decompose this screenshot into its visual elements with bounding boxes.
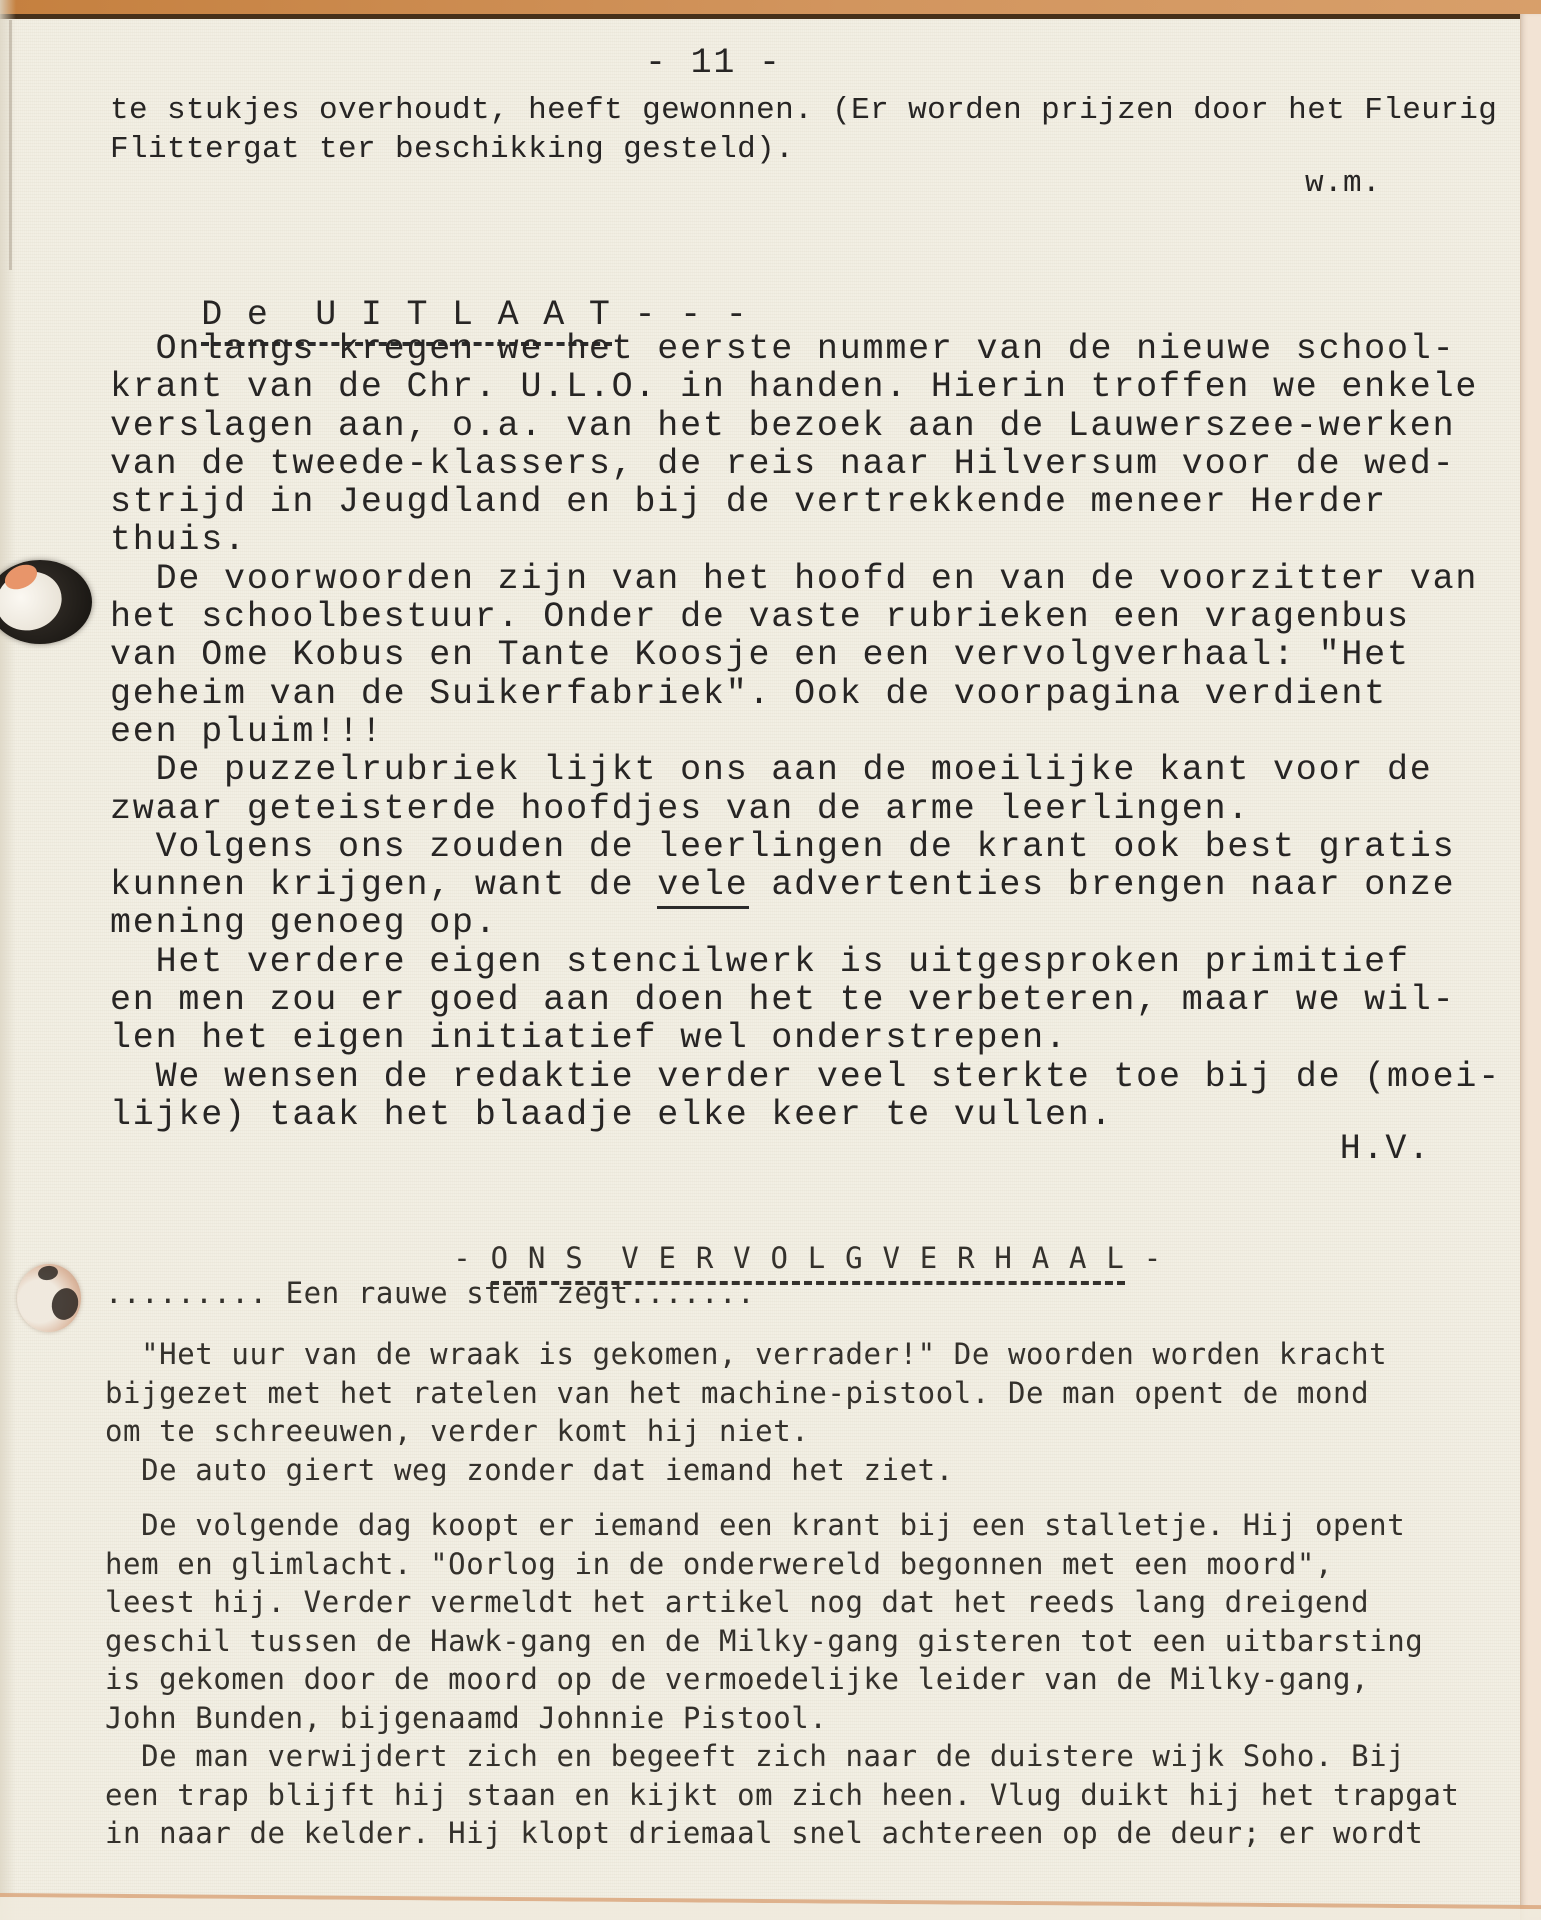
vele-line-before: kunnen krijgen, want de [110, 865, 658, 906]
intro-fragment [110, 92, 1497, 169]
text-line: De auto giert weg zonder dat iemand het ziet. [105, 1452, 954, 1487]
text-line: te stukjes overhoudt, heeft gewonnen. (Er worden prijzen door het Fleurig [110, 93, 1498, 128]
article-title-dashes: - - - [611, 295, 749, 336]
text-line: krant van de Chr. U.L.O. in handen. Hierin troffen we enkele [110, 367, 1479, 408]
left-page-edge-line [9, 20, 12, 270]
text-line: We wensen de redaktie verder veel sterkte toe bij de (moei- [110, 1056, 1502, 1097]
text-line: mening genoeg op. [110, 903, 498, 944]
story-paragraph-3 [105, 1737, 1459, 1853]
text-line: verslagen aan, o.a. van het bezoek aan de Lauwerszee-werken [110, 405, 1456, 446]
text-line: en men zou er goed aan doen het te verbeteren, maar we wil- [110, 980, 1456, 1021]
text-line: leest hij. Verder vermeldt het artikel nog dat het reeds lang dreigend [105, 1585, 1370, 1620]
text-line: strijd in Jeugdland en bij de vertrekkende meneer Herder [110, 482, 1387, 523]
text-line: bijgezet met het ratelen van het machine-pistool. De man opent de mond [105, 1375, 1370, 1410]
left-page-edge [0, 0, 16, 1920]
text-line: een pluim!!! [110, 711, 384, 752]
text-line: thuis. [110, 520, 247, 561]
article-body-part-b [110, 904, 1501, 1134]
text-line: geschil tussen de Hawk-gang en de Milky-gang gisteren tot een uitbarsting [105, 1623, 1424, 1658]
article-body-de-uitlaat [110, 330, 1501, 1134]
signature-wm: w.m. [1304, 166, 1381, 201]
text-line: De man verwijdert zich en begeeft zich naar de duistere wijk Soho. Bij [105, 1739, 1406, 1773]
page-number: - 11 - [645, 43, 782, 83]
text-line: het schoolbestuur. Onder de vaste rubrieken een vragenbus [110, 597, 1410, 638]
story-title-dash-right: - [1125, 1240, 1163, 1275]
text-line: een trap blijft hij staan en kijkt om zich heen. Vlug duikt hij het trapgat [105, 1777, 1460, 1812]
text-line: De voorwoorden zijn van het hoofd en van de voorzitter van [110, 558, 1479, 599]
text-line: om te schreeuwen, verder komt hij niet. [105, 1414, 810, 1449]
text-line: De puzzelrubriek lijkt ons aan de moeilijke kant voor de [110, 750, 1433, 791]
text-line: zwaar geteisterde hoofdjes van de arme leerlingen. [110, 788, 1251, 829]
text-line: "Het uur van de wraak is gekomen, verrader!" De woorden worden kracht [105, 1337, 1388, 1371]
story-paragraph-1 [105, 1335, 1387, 1489]
text-line: De volgende dag koopt er iemand een krant bij een stalletje. Hij opent [105, 1508, 1406, 1542]
text-line-with-underlined-word [110, 866, 1501, 904]
story-title-letters: O N S V E R V O L G V E R H A A L [491, 1241, 1125, 1285]
story-title-dash-left: - [453, 1240, 491, 1275]
text-line: Onlangs kregen we het eerste nummer van de nieuwe school- [110, 329, 1456, 369]
article-title-letters: D e U I T L A A T [201, 295, 611, 346]
underlined-word-vele: vele [657, 865, 748, 909]
article-body-part-a [110, 330, 1501, 866]
text-line: hem en glimlacht. "Oorlog in de onderwereld begonnen met een moord", [105, 1546, 1334, 1581]
text-line: Het verdere eigen stencilwerk is uitgesproken primitief [110, 941, 1410, 982]
text-line: geheim van de Suikerfabriek". Ook de voorpagina verdient [110, 673, 1387, 714]
text-line: van de tweede-klassers, de reis naar Hilversum voor de wed- [110, 443, 1456, 484]
binding-edge-band [0, 0, 1541, 19]
story-paragraph-2 [105, 1506, 1423, 1738]
vele-line-after: advertenties brengen naar onze [748, 865, 1456, 906]
right-page-edge [1520, 14, 1541, 1920]
text-line: Flittergat ter beschikking gesteld). [110, 131, 795, 167]
text-line: lijke) taak het blaadje elke keer te vullen. [110, 1094, 1114, 1135]
text-line: is gekomen door de moord op de vermoedelijke leider van de Milky-gang, [105, 1662, 1370, 1697]
text-line: Volgens ons zouden de leerlingen de krant ook best gratis [110, 826, 1456, 867]
text-line: John Bunden, bijgenaamd Johnnie Pistool. [105, 1700, 828, 1735]
signature-hv: H.V. [1339, 1129, 1431, 1169]
text-line: in naar de kelder. Hij klopt driemaal snel achtereen op de deur; er wordt [105, 1816, 1424, 1851]
text-line: van Ome Kobus en Tante Koosje en een vervolgverhaal: "Het [110, 635, 1410, 676]
text-line: len het eigen initiatief wel onderstrepen. [110, 1018, 1068, 1059]
story-intro-dots: ......... Een rauwe stem zegt....... [105, 1276, 756, 1310]
